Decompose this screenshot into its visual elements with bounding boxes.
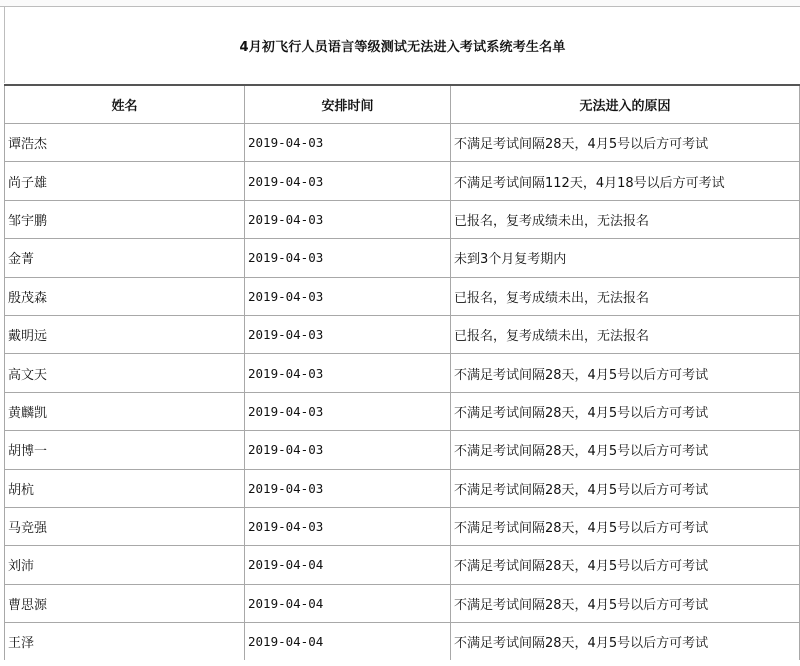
table-row xyxy=(5,469,800,507)
table-row xyxy=(5,392,800,430)
date-cell[interactable]: 2019-04-03 xyxy=(245,392,451,430)
reason-cell[interactable]: 已报名，复考成绩未出，无法报名 xyxy=(451,277,800,315)
name-cell[interactable]: 谭浩杰 xyxy=(5,124,245,162)
title-cell[interactable] xyxy=(4,7,800,83)
reason-cell[interactable]: 已报名，复考成绩未出，无法报名 xyxy=(451,200,800,238)
date-cell[interactable]: 2019-04-04 xyxy=(245,584,451,622)
name-cell[interactable]: 尚子雄 xyxy=(5,162,245,200)
table-row xyxy=(5,162,800,200)
table-row xyxy=(5,354,800,392)
name-cell[interactable]: 戴明远 xyxy=(5,315,245,353)
table-row xyxy=(5,546,800,584)
table-row xyxy=(5,239,800,277)
name-cell[interactable]: 胡杭 xyxy=(5,469,245,507)
reason-cell[interactable]: 不满足考试间隔28天，4月5号以后方可考试 xyxy=(451,584,800,622)
table-row xyxy=(5,507,800,545)
table-row xyxy=(5,277,800,315)
date-cell[interactable]: 2019-04-04 xyxy=(245,546,451,584)
table-row xyxy=(5,124,800,162)
table-row xyxy=(5,431,800,469)
reason-cell[interactable]: 不满足考试间隔28天，4月5号以后方可考试 xyxy=(451,354,800,392)
candidate-table xyxy=(4,84,800,660)
table-row xyxy=(5,623,800,661)
date-cell[interactable]: 2019-04-03 xyxy=(245,200,451,238)
reason-cell[interactable]: 不满足考试间隔28天，4月5号以后方可考试 xyxy=(451,546,800,584)
name-cell[interactable]: 黄麟凯 xyxy=(5,392,245,430)
reason-cell[interactable]: 已报名，复考成绩未出，无法报名 xyxy=(451,315,800,353)
reason-cell[interactable]: 不满足考试间隔28天，4月5号以后方可考试 xyxy=(451,469,800,507)
table-row xyxy=(5,200,800,238)
reason-cell[interactable]: 不满足考试间隔28天，4月5号以后方可考试 xyxy=(451,623,800,661)
name-cell[interactable]: 胡博一 xyxy=(5,431,245,469)
header-name[interactable]: 姓名 xyxy=(5,85,245,124)
date-cell[interactable]: 2019-04-03 xyxy=(245,431,451,469)
name-cell[interactable]: 邹宇鹏 xyxy=(5,200,245,238)
date-cell[interactable]: 2019-04-03 xyxy=(245,469,451,507)
reason-cell[interactable]: 不满足考试间隔28天，4月5号以后方可考试 xyxy=(451,124,800,162)
date-cell[interactable]: 2019-04-03 xyxy=(245,507,451,545)
reason-cell[interactable]: 不满足考试间隔28天，4月5号以后方可考试 xyxy=(451,392,800,430)
reason-cell[interactable]: 不满足考试间隔28天，4月5号以后方可考试 xyxy=(451,507,800,545)
sheet-title: 4月初飞行人员语言等级测试无法进入考试系统考生名单 xyxy=(239,39,566,55)
date-cell[interactable]: 2019-04-03 xyxy=(245,277,451,315)
header-reason[interactable]: 无法进入的原因 xyxy=(451,85,800,124)
name-cell[interactable]: 金菁 xyxy=(5,239,245,277)
name-cell[interactable]: 高文天 xyxy=(5,354,245,392)
header-row xyxy=(5,85,800,124)
date-cell[interactable]: 2019-04-03 xyxy=(245,162,451,200)
reason-cell[interactable]: 不满足考试间隔28天，4月5号以后方可考试 xyxy=(451,431,800,469)
name-cell[interactable]: 王泽 xyxy=(5,623,245,661)
date-cell[interactable]: 2019-04-04 xyxy=(245,623,451,661)
table-row xyxy=(5,315,800,353)
header-date[interactable]: 安排时间 xyxy=(245,85,451,124)
top-border-strip xyxy=(0,0,800,7)
name-cell[interactable]: 曹思源 xyxy=(5,584,245,622)
date-cell[interactable]: 2019-04-03 xyxy=(245,239,451,277)
date-cell[interactable]: 2019-04-03 xyxy=(245,354,451,392)
reason-cell[interactable]: 不满足考试间隔112天，4月18号以后方可考试 xyxy=(451,162,800,200)
name-cell[interactable]: 殷茂森 xyxy=(5,277,245,315)
table-row xyxy=(5,584,800,622)
date-cell[interactable]: 2019-04-03 xyxy=(245,124,451,162)
date-cell[interactable]: 2019-04-03 xyxy=(245,315,451,353)
name-cell[interactable]: 马竞强 xyxy=(5,507,245,545)
reason-cell[interactable]: 未到3个月复考期内 xyxy=(451,239,800,277)
name-cell[interactable]: 刘沛 xyxy=(5,546,245,584)
